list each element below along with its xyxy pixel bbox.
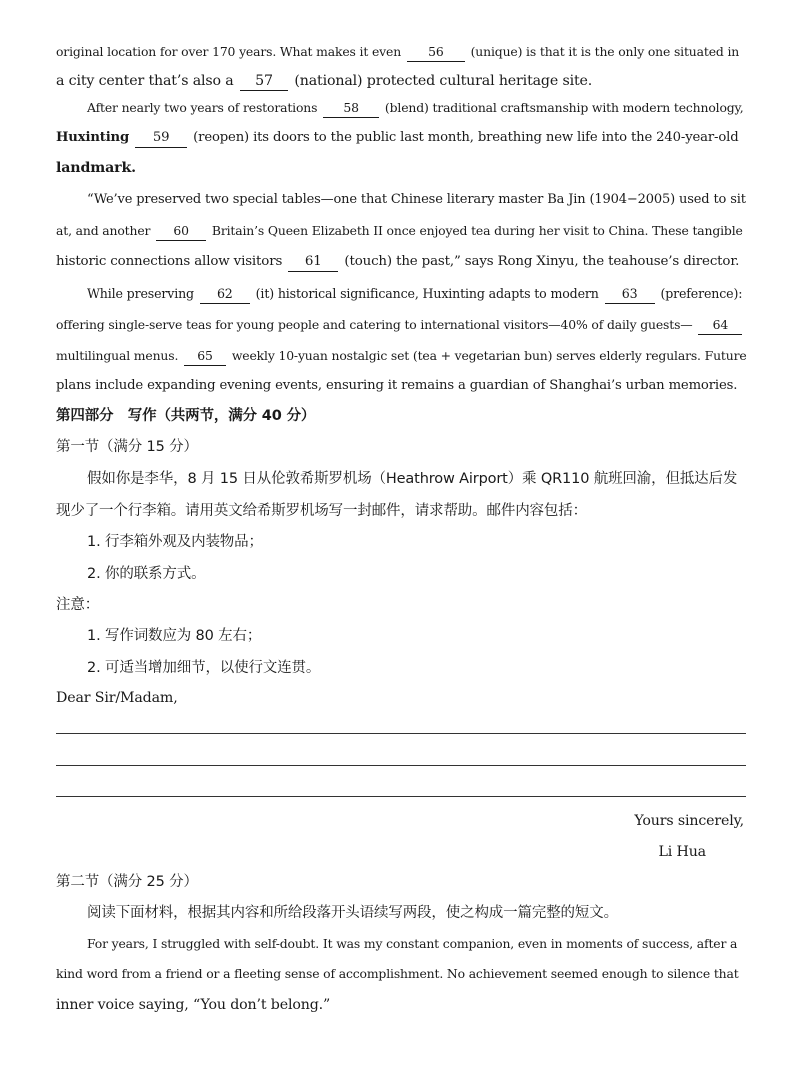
section-two-title: 第二节（满分 25 分） bbox=[56, 874, 198, 890]
passage-line-1: For years, I struggled with self-doubt. It was my constant companion, even in moments of success, after a bbox=[87, 936, 738, 951]
letter-signature: Li Hua bbox=[658, 844, 706, 860]
letter-greeting: Dear Sir/Madam, bbox=[56, 690, 178, 706]
note-label: 注意： bbox=[56, 597, 100, 613]
cloze-line-7: at, and another 60 Britain’s Queen Elizabeth II once enjoyed tea during her visit to China. These tangible bbox=[56, 221, 746, 241]
blank-57[interactable]: 57 bbox=[240, 72, 288, 91]
blank-61[interactable]: 61 bbox=[288, 253, 338, 272]
content-item-2: 2. 你的联系方式。 bbox=[87, 566, 206, 582]
blank-64[interactable]: 64 bbox=[698, 316, 742, 335]
section-two-instruction: 阅读下面材料，根据其内容和所给段落开头语续写两段，使之构成一篇完整的短文。 bbox=[87, 905, 618, 921]
section-one-title: 第一节（满分 15 分） bbox=[56, 439, 198, 455]
cloze-line-10: offering single-serve teas for young people and catering to international visitors—40% of daily guests— 64 bbox=[56, 315, 746, 335]
cloze-line-1: original location for over 170 years. What makes it even 56 (unique) is that it is the only one situated in bbox=[56, 42, 746, 62]
letter-closing: Yours sincerely, bbox=[634, 813, 744, 829]
note-item-1: 1. 写作词数应为 80 左右； bbox=[87, 628, 262, 644]
blank-62[interactable]: 62 bbox=[200, 285, 250, 304]
blank-56[interactable]: 56 bbox=[407, 43, 465, 62]
blank-58[interactable]: 58 bbox=[323, 99, 379, 118]
cloze-line-11: multilingual menus. 65 weekly 10-yuan nostalgic set (tea + vegetarian bun) serves elderly regulars. Future bbox=[56, 346, 746, 366]
prompt-line-2: 现少了一个行李箱。请用英文给希斯罗机场写一封邮件，请求帮助。邮件内容包括： bbox=[56, 503, 587, 519]
passage-line-2: kind word from a friend or a fleeting sense of accomplishment. No achievement seemed enough to silence that bbox=[56, 966, 739, 981]
answer-line[interactable] bbox=[56, 796, 746, 797]
blank-59[interactable]: 59 bbox=[135, 129, 187, 148]
cloze-line-5: landmark. bbox=[56, 160, 136, 176]
cloze-line-9: While preserving 62 (it) historical significance, Huxinting adapts to modern 63 (preference): bbox=[87, 284, 746, 304]
answer-line[interactable] bbox=[56, 733, 746, 734]
cloze-line-12: plans include expanding evening events, ensuring it remains a guardian of Shanghai’s urban memories. bbox=[56, 378, 738, 393]
content-item-1: 1. 行李箱外观及内装物品； bbox=[87, 534, 263, 550]
cloze-line-3: After nearly two years of restorations 58 (blend) traditional craftsmanship with modern technology, bbox=[87, 98, 746, 118]
cloze-line-8: historic connections allow visitors 61 (touch) the past,” says Rong Xinyu, the teahouse’s director. bbox=[56, 252, 746, 272]
blank-63[interactable]: 63 bbox=[605, 285, 655, 304]
cloze-line-2: a city center that’s also a 57 (national) protected cultural heritage site. bbox=[56, 73, 593, 89]
blank-60[interactable]: 60 bbox=[156, 222, 206, 241]
passage-line-3: inner voice saying, “You don’t belong.” bbox=[56, 997, 331, 1013]
prompt-line-1: 假如你是李华，8 月 15 日从伦敦希斯罗机场（Heathrow Airport）乘 QR110 航班回渝，但抵达后发 bbox=[87, 471, 738, 487]
cloze-line-6: “We’ve preserved two special tables—one that Chinese literary master Ba Jin (1904−2005) used to sit bbox=[87, 192, 746, 207]
cloze-line-4: Huxinting 59 (reopen) its doors to the public last month, breathing new life into the 240-year-old bbox=[56, 128, 746, 148]
note-item-2: 2. 可适当增加细节，以使行文连贯。 bbox=[87, 660, 321, 676]
blank-65[interactable]: 65 bbox=[184, 347, 226, 366]
part-four-title: 第四部分 写作（共两节，满分 40 分） bbox=[56, 408, 316, 424]
answer-line[interactable] bbox=[56, 765, 746, 766]
